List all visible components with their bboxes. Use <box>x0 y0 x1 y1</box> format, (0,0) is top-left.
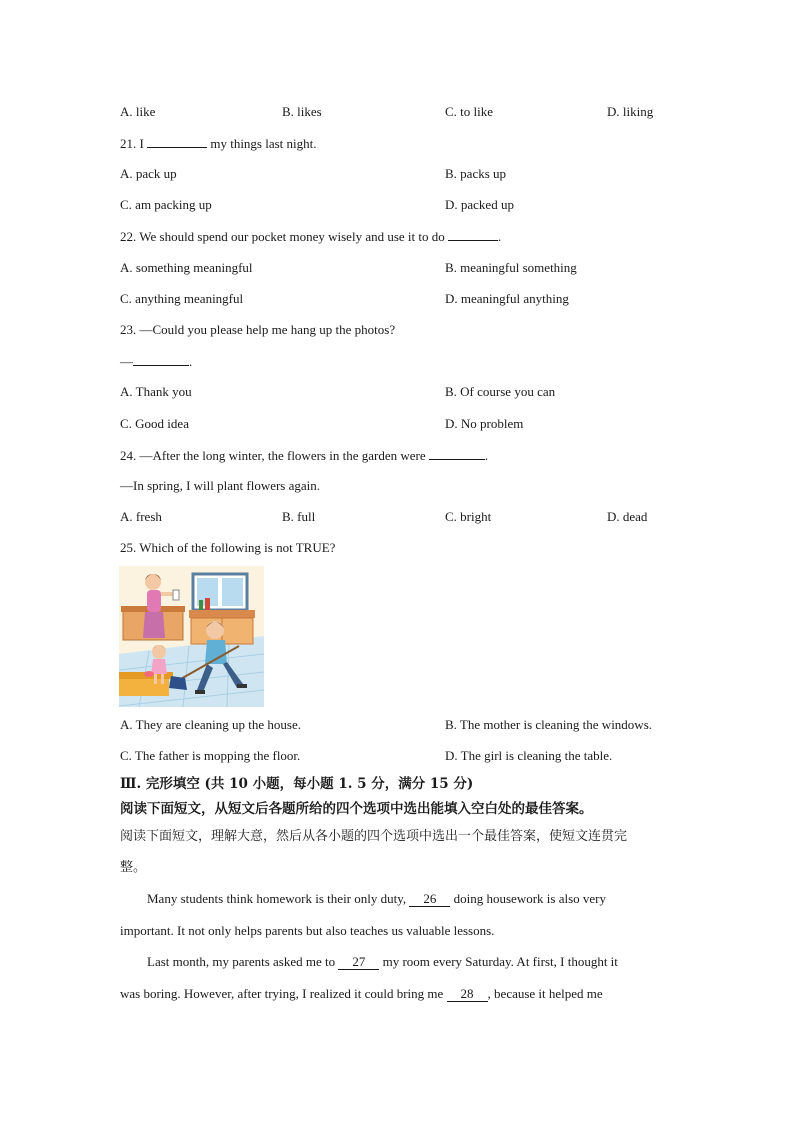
q21-option-b: B. packs up <box>445 166 507 181</box>
q22-option-d: D. meaningful anything <box>445 291 569 306</box>
q22-option-b: B. meaningful something <box>445 260 577 275</box>
q20-option-d: D. liking <box>607 104 654 119</box>
q20-option-b: B. likes <box>282 104 322 119</box>
q22-stem-end: . <box>498 229 502 244</box>
q21-stem-start: 21. I <box>120 136 148 151</box>
q23-reply-end: . <box>189 354 193 369</box>
q25-stem: 25. Which of the following is not TRUE? <box>120 540 336 555</box>
passage-text: my room every Saturday. At first, I thought it <box>379 954 618 969</box>
q22-option-a: A. something meaningful <box>120 260 253 275</box>
passage-text: Last month, my parents asked me to <box>147 954 339 969</box>
q20-option-c: C. to like <box>445 104 494 119</box>
q24-option-b: B. full <box>282 509 316 524</box>
family-cleaning-illustration <box>119 566 264 707</box>
passage-line-2: important. It not only helps parents but also teaches us valuable lessons. <box>120 923 495 938</box>
q24-stem-end: . <box>484 448 489 463</box>
passage-line-3 <box>147 954 618 970</box>
q23-reply <box>120 353 192 370</box>
q23-option-a: A. Thank you <box>120 384 192 399</box>
q23-reply-dash: — <box>120 354 133 369</box>
q24-blank <box>429 447 485 460</box>
q21-option-d: D. packed up <box>445 197 514 212</box>
q24-option-a: A. fresh <box>120 509 162 524</box>
q21-stem-end: my things last night. <box>207 136 317 151</box>
q25-option-c: C. The father is mopping the floor. <box>120 748 301 763</box>
blank-27: 27 <box>338 954 379 970</box>
q24-reply: —In spring, I will plant flowers again. <box>120 478 321 493</box>
q22-stem <box>120 228 501 245</box>
q23-option-b: B. Of course you can <box>445 384 556 399</box>
passage-text: Many students think homework is their only duty, <box>147 891 410 906</box>
passage-line-4 <box>120 986 603 1002</box>
q25-option-a: A. They are cleaning up the house. <box>120 717 301 732</box>
q22-stem-text: 22. We should spend our pocket money wisely and use it to do <box>120 229 449 244</box>
q23-option-c: C. Good idea <box>120 416 189 431</box>
blank-26: 26 <box>409 891 450 907</box>
q25-option-d: D. The girl is cleaning the table. <box>445 748 613 763</box>
q21-option-c: C. am packing up <box>120 197 212 212</box>
blank-28: 28 <box>447 986 488 1002</box>
q24-stem <box>120 447 488 464</box>
q20-option-a: A. like <box>120 104 156 119</box>
passage-text: doing housework is also very <box>450 891 607 906</box>
q22-option-c: C. anything meaningful <box>120 291 244 306</box>
q24-option-c: C. bright <box>445 509 492 524</box>
q24-option-d: D. dead <box>607 509 648 524</box>
q23-stem: 23. —Could you please help me hang up the photos? <box>120 322 396 337</box>
section3-heading: Ⅲ. 完形填空 (共 10 小题，每小题 1. 5 分，满分 15 分) <box>120 776 474 792</box>
passage-text: , because it helped me <box>487 986 603 1001</box>
section3-instruction-line2: 整。 <box>120 860 147 875</box>
q21-stem <box>120 135 317 152</box>
q25-option-b: B. The mother is cleaning the windows. <box>445 717 653 732</box>
q24-stem-text: 24. —After the long winter, the flowers in the garden were <box>120 448 429 463</box>
q21-blank <box>147 135 207 148</box>
section3-instruction-line1: 阅读下面短文，理解大意，然后从各小题的四个选项中选出一个最佳答案，使短文连贯完 <box>120 829 628 844</box>
passage-text: was boring. However, after trying, I realized it could bring me <box>120 986 447 1001</box>
passage-line-1 <box>147 891 606 907</box>
q23-option-d: D. No problem <box>445 416 524 431</box>
q22-blank <box>448 228 498 241</box>
q21-option-a: A. pack up <box>120 166 177 181</box>
q23-blank <box>133 353 189 366</box>
section3-instruction-bold: 阅读下面短文，从短文后各题所给的四个选项中选出能填入空白处的最佳答案。 <box>120 801 593 817</box>
